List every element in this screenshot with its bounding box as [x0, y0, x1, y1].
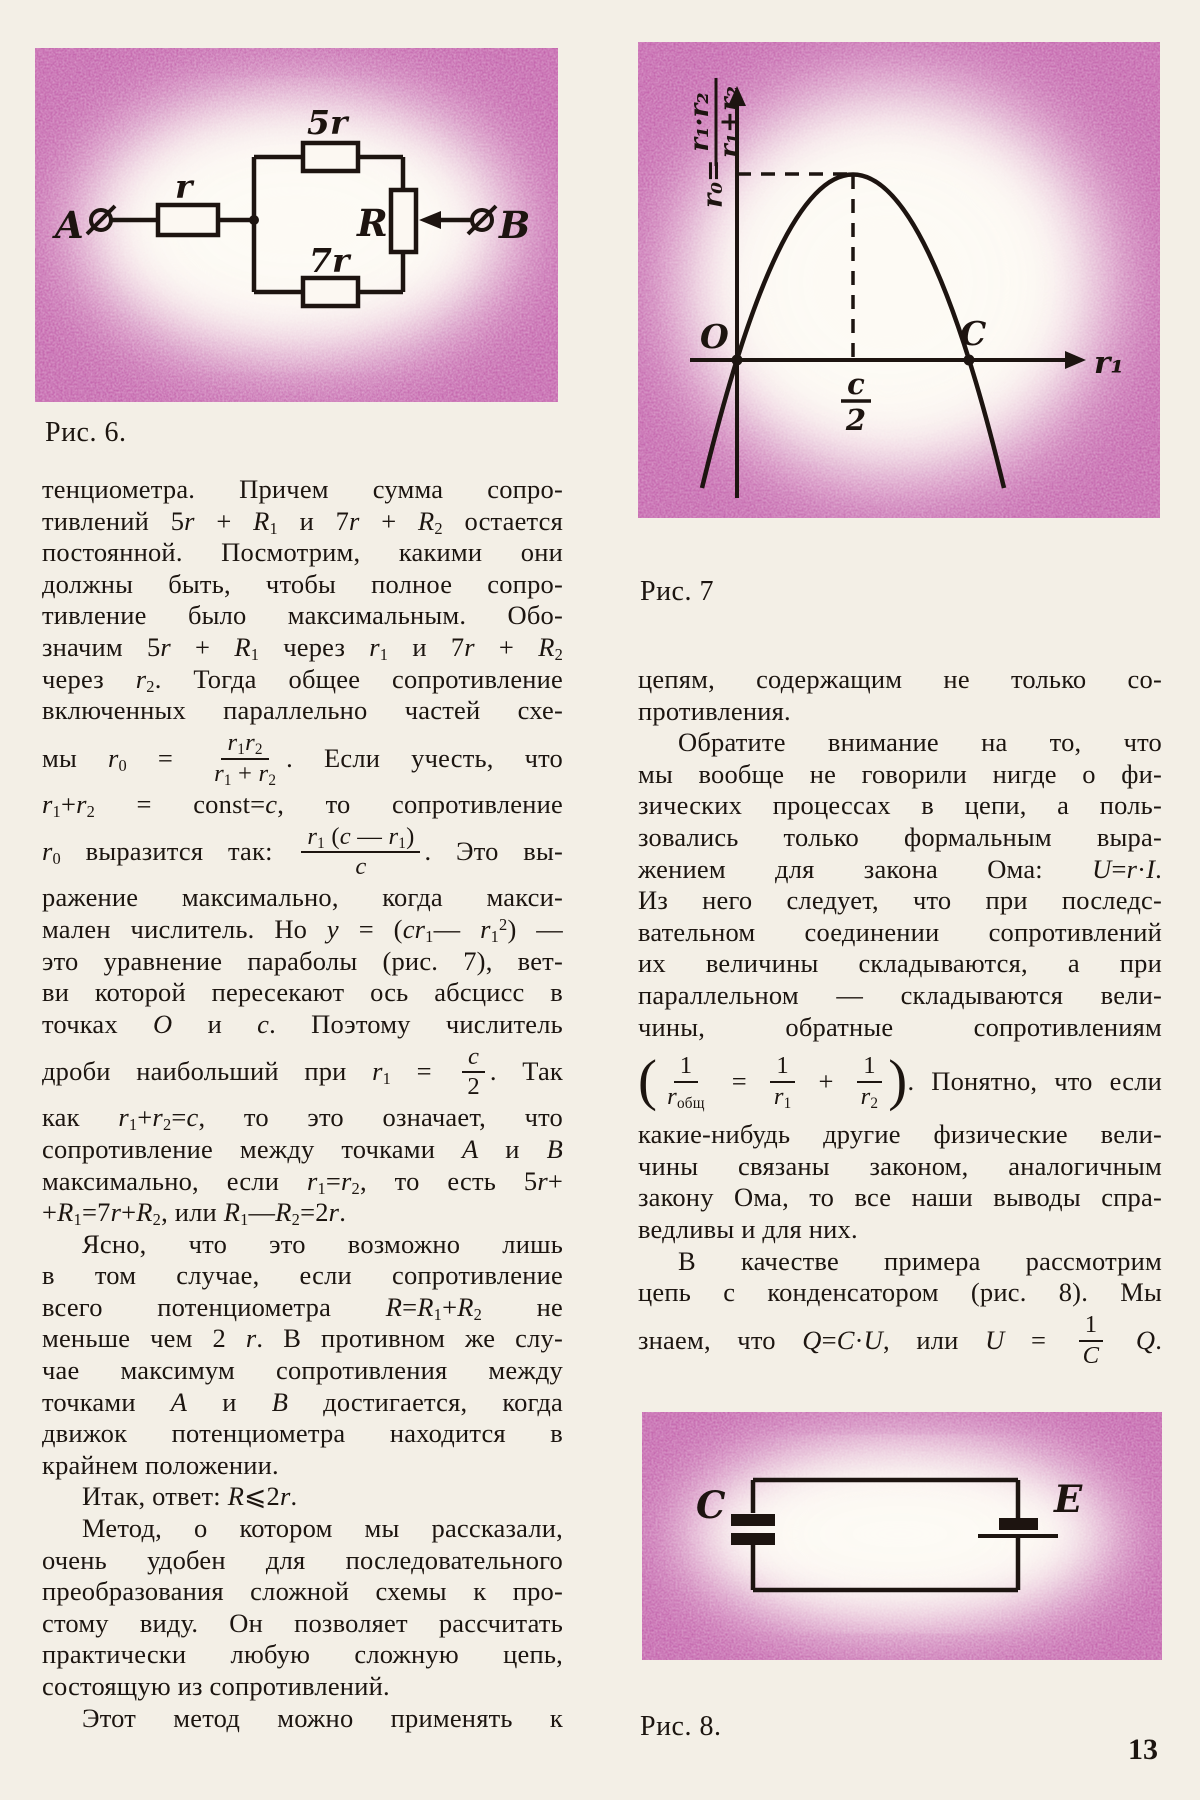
text-line: постоянной. Посмотрим, какими они — [42, 537, 563, 568]
text-line: движок потенциометра находится в — [42, 1418, 563, 1449]
text-line: должны быть, чтобы полное сопро- — [42, 568, 563, 599]
figure-7-parabola-plot — [638, 42, 1160, 518]
text-line: какие-нибудь другие физические вели- — [638, 1119, 1162, 1150]
origin-point — [732, 355, 743, 366]
potentiometer-R — [391, 190, 416, 252]
svg-text:r₀=: r₀= — [698, 159, 729, 208]
text-line: Метод, о котором мы рассказали, — [82, 1513, 563, 1544]
resistor-7r — [303, 278, 358, 306]
text-line: цепям, содержащим не только со- — [638, 664, 1162, 694]
svg-text:r₁+r₂: r₁+r₂ — [715, 86, 745, 158]
text-line: их величины складываются, а при — [638, 948, 1162, 979]
battery-label: E — [1054, 1477, 1083, 1521]
text-line: $r_0$ выразится так: $\frac{r_1 (c — r_1)}{c}$ . Это вы- — [42, 822, 564, 881]
text-line: знаем, что Q=C·U, или U = $\frac{1}{C}$ Q. — [638, 1311, 1163, 1369]
figure-6-circuit-diagram — [35, 48, 558, 402]
figure-8-caption: Рис. 8. — [640, 1711, 722, 1742]
root-c-label: C — [960, 314, 987, 353]
text-line: жением для закона Ома: U=r·I. — [638, 853, 1162, 884]
text-line: Итак, ответ: R⩽2r. — [82, 1481, 298, 1512]
text-line: Обратите внимание на то, что — [678, 727, 1162, 758]
text-line: тивление было максимальным. Обо- — [42, 600, 563, 631]
x-axis-label: r₁ — [1094, 345, 1124, 381]
text-line: чае максимум сопротивления между — [42, 1355, 563, 1386]
text-line: чины, обратные сопротивлениям — [638, 1011, 1162, 1042]
text-line: как $r_1+r_2=c$, то это означает, что — [42, 1102, 563, 1135]
text-line: ( 1 $r_{общ}$ = $\frac{1}{r_1}$ + $\frac{1}{r_2}$ ). Понятно, что если — [638, 1049, 1163, 1113]
text-line: цепь с конденсатором (рис. 8). Мы — [638, 1277, 1162, 1308]
resistor-r-label: r — [175, 167, 193, 206]
terminal-b-label: B — [499, 203, 531, 247]
terminal-a-label: A — [55, 203, 84, 247]
text-line: Этот метод можно применять к — [82, 1702, 563, 1733]
figure-8-capacitor-circuit — [642, 1412, 1162, 1660]
text-line: ведливы и для них. — [638, 1213, 858, 1244]
text-line: всего потенциометра $R=R_1+R_2$ не — [42, 1291, 564, 1324]
origin-label: O — [700, 317, 729, 356]
text-line: мален числитель. Но $y = (cr_1—$ $r_1^2$) — — [42, 913, 564, 947]
resistor-5r — [303, 143, 358, 171]
text-line: через $r_2$. Тогда общее сопротивление — [42, 663, 564, 696]
text-line: максимально, если $r_1=r_2$, то есть 5r+ — [42, 1165, 563, 1198]
svg-text:2: 2 — [845, 403, 867, 437]
figure-7-caption: Рис. 7 — [640, 576, 714, 607]
text-line: преобразования сложной схемы к про- — [42, 1576, 563, 1607]
text-line: точках O и c. Поэтому числитель — [42, 1008, 563, 1039]
figure-6-caption: Рис. 6. — [45, 417, 127, 448]
text-line: чины связаны законом, аналогичным — [638, 1150, 1162, 1181]
text-line: Из него следует, что при последс- — [638, 885, 1162, 916]
text-line: параллельном — складываются вели- — [638, 979, 1162, 1010]
text-line: очень удобен для последовательного — [42, 1544, 563, 1575]
text-line: противления. — [638, 695, 791, 726]
svg-text:r₁·r₂: r₁·r₂ — [685, 92, 715, 152]
text-line: мы $r_0$ = $\frac{r_1r_2}{r_1 + r_2}$ . Если учесть, что — [42, 729, 563, 789]
text-line: крайнем положении. — [42, 1449, 279, 1480]
text-line: включенных параллельно частей схе- — [42, 695, 563, 726]
text-line: закону Ома, то все наши выводы спра- — [638, 1182, 1162, 1213]
text-line: тенциометра. Причем сумма сопро- — [42, 474, 563, 504]
text-line: зических процессах в цепи, а поль- — [638, 790, 1162, 821]
potentiometer-R-label: R — [357, 201, 388, 245]
capacitor-label: C — [696, 1483, 726, 1527]
text-line: В качестве примера рассмотрим — [678, 1245, 1162, 1276]
text-line: тивлений $5r + R_1$ и $7r + R_2$ остается — [42, 505, 564, 538]
text-line: $r_1+r_2$ = const=c, то сопротивление — [42, 788, 563, 821]
resistor-r — [158, 205, 218, 235]
text-line: в том случае, если сопротивление — [42, 1260, 563, 1291]
text-line: сопротивление между точками A и B — [42, 1133, 563, 1164]
text-line: точками A и B достигается, когда — [42, 1386, 563, 1417]
text-line: стому виду. Он позволяет рассчитать — [42, 1607, 563, 1638]
resistor-7r-label: 7r — [309, 241, 350, 280]
text-line: $+R_1=7r+R_2$, или $R_1—R_2=2r$. — [42, 1197, 347, 1230]
text-line: меньше чем 2 r. В противном же слу- — [42, 1323, 563, 1354]
text-line: вательном соединении сопротивлений — [638, 916, 1162, 947]
text-line: ви которой пересекают ось абсцисс в — [42, 977, 563, 1008]
text-line: практически любую сложную цепь, — [42, 1639, 563, 1670]
page-number: 13 — [1128, 1733, 1158, 1766]
text-line: значим $5r + R_1$ через $r_1$ и $7r + R_2$ — [42, 631, 563, 665]
left-text-column — [42, 474, 563, 1734]
text-line: ражение максимально, когда макси- — [42, 882, 563, 913]
text-line: это уравнение параболы (рис. 7), вет- — [42, 945, 563, 976]
resistor-5r-label: 5r — [307, 103, 348, 142]
text-line: Ясно, что это возможно лишь — [82, 1228, 563, 1259]
text-line: мы вообще не говорили нигде о фи- — [638, 758, 1162, 789]
text-line: дроби наибольший при $r_1$ = $\frac{c}{2}$ . Так — [42, 1042, 563, 1101]
root-c-point — [964, 355, 975, 366]
text-line: состоящую из сопротивлений. — [42, 1671, 390, 1701]
right-text-column — [638, 664, 1162, 1371]
svg-text:c: c — [847, 367, 865, 401]
text-line: зовались только формальным выра- — [638, 821, 1162, 852]
